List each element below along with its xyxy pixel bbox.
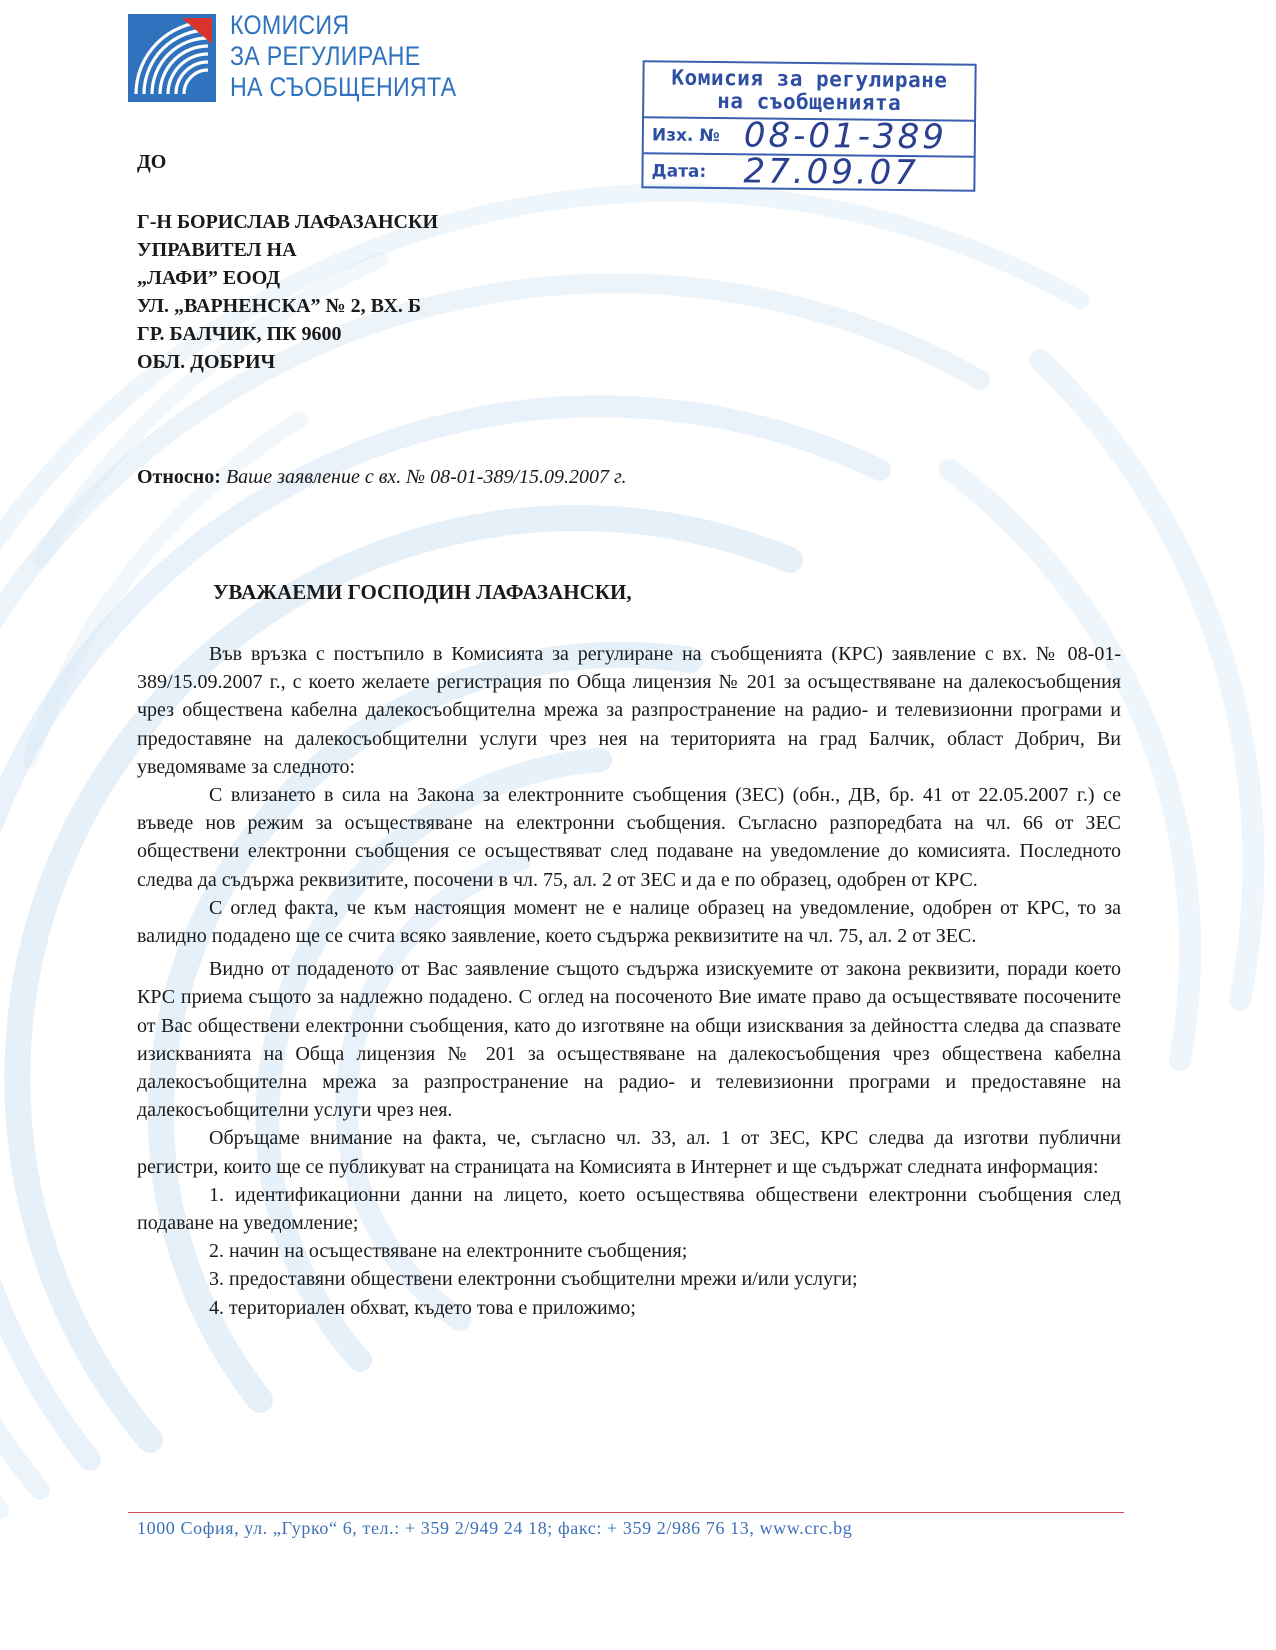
crc-logo-waves-icon: [128, 14, 216, 102]
recipient-line: ОБЛ. ДОБРИЧ: [137, 351, 276, 373]
body-paragraph: Във връзка с постъпило в Комисията за регулиране на съобщенията (КРС) заявление с вх. № 08-01-389/15.09.2007 г., с което желаете регистрация по Обща лицензия № 201 за осъществяване на далекосъобщения чрез обществена кабелна далекосъобщителна мрежа за разпространение на радио- и телевизионни програми и предоставяне на далекосъобщителни услуги чрез нея на територията на град Балчик, област Добрич, Ви уведомяваме за следното:: [137, 643, 1121, 778]
stamp-ref-value: 08-01-389: [743, 115, 948, 158]
body-paragraph: Видно от подаденото от Вас заявление същото съдържа изискуемите от закона реквизити, поради което КРС приема същото за надлежно подадено. С оглед на посоченото Вие имате право да осъществявате посочените от Вас обществени електронни съобщения, като до изготвяне на общи изисквания за дейността следва да спазвате изискванията на Обща лицензия № 201 за осъществяване на далекосъобщения чрез обществена кабелна далекосъобщителна мрежа за разпространение на радио- и телевизионни програми и предоставяне на далекосъобщителни услуги чрез нея.: [137, 958, 1121, 1122]
crc-logo-text: [230, 10, 456, 103]
subject-line: [137, 466, 627, 489]
logo-line-2: ЗА РЕГУЛИРАНЕ: [230, 41, 421, 71]
recipient-line: ГР. БАЛЧИК, ПК 9600: [137, 323, 342, 345]
body-paragraph: С оглед факта, че към настоящия момент не е налице образец на уведомление, одобрен от КРС, то за валидно подадено ще се счита всяко заявление, което съдържа реквизитите на чл. 75, ал. 2 от ЗЕС.: [137, 896, 1121, 948]
list-item: 3. предоставяни обществени електронни съобщителни мрежи и/или услуги;: [209, 1268, 858, 1291]
stamp-date-value: 27.09.07: [743, 151, 920, 194]
recipient-line: „ЛАФИ” ЕООД: [137, 267, 281, 289]
stamp-date-row: [643, 151, 973, 194]
to-label: ДО: [137, 151, 167, 173]
stamp-title-line-2: на съобщенията: [717, 89, 902, 115]
footer-address: 1000 София, ул. „Гурко“ 6, тел.: + 359 2/949 24 18; факс: + 359 2/986 76 13, www.crc.bg: [137, 1518, 853, 1538]
salutation: УВАЖАЕМИ ГОСПОДИН ЛАФАЗАНСКИ,: [213, 580, 632, 604]
stamp-ref-label: Изх. №: [651, 125, 720, 147]
recipient-line: УПРАВИТЕЛ НА: [137, 239, 297, 261]
list-item: 1. идентификационни данни на лицето, което осъществява обществени електронни съобщения след подаване на уведомление;: [137, 1183, 1121, 1235]
recipient-line: Г-Н БОРИСЛАВ ЛАФАЗАНСКИ: [137, 211, 438, 233]
stamp-title-line-1: Комисия за регулиране: [671, 65, 948, 93]
footer-divider: [128, 1512, 1124, 1513]
logo-line-1: КОМИСИЯ: [230, 10, 350, 40]
recipient-line: УЛ. „ВАРНЕНСКА” № 2, ВХ. Б: [137, 295, 422, 317]
body-paragraph: С влизането в сила на Закона за електронните съобщения (ЗЕС) (обн., ДВ, бр. 41 от 22.05.2007 г.) се въведе нов режим за осъществяване на електронни съобщения. Съгласно разпоредбата на чл. 66 от ЗЕС обществени електронни съобщения се осъществяват след подаване на уведомление до комисията. Последното следва да съдържа реквизитите, посочени в чл. 75, ал. 2 от ЗЕС и да е по образец, одобрен от КРС.: [137, 784, 1121, 891]
stamp-title: [644, 66, 974, 115]
crc-logo: [128, 10, 493, 103]
registration-stamp: [641, 60, 976, 194]
stamp-date-label: Дата:: [651, 161, 707, 182]
subject-text: Ваше заявление с вх. № 08-01-389/15.09.2007 г.: [220, 466, 627, 488]
subject-label: Относно:: [137, 466, 221, 488]
list-item: 4. териториален обхват, където това е приложимо;: [209, 1296, 636, 1319]
letter-body: [137, 640, 1121, 1322]
recipient-block: [137, 208, 438, 376]
stamp-ref-row: [644, 115, 974, 158]
logo-line-3: НА СЪОБЩЕНИЯТА: [230, 72, 457, 102]
list-item: 2. начин на осъществяване на електронните съобщения;: [209, 1240, 688, 1263]
body-paragraph: Обръщаме внимание на факта, че, съгласно чл. 33, ал. 1 от ЗЕС, КРС следва да изготви публични регистри, които ще се публикуват на страницата на Комисията в Интернет и ще съдържат следната информация:: [137, 1127, 1121, 1178]
